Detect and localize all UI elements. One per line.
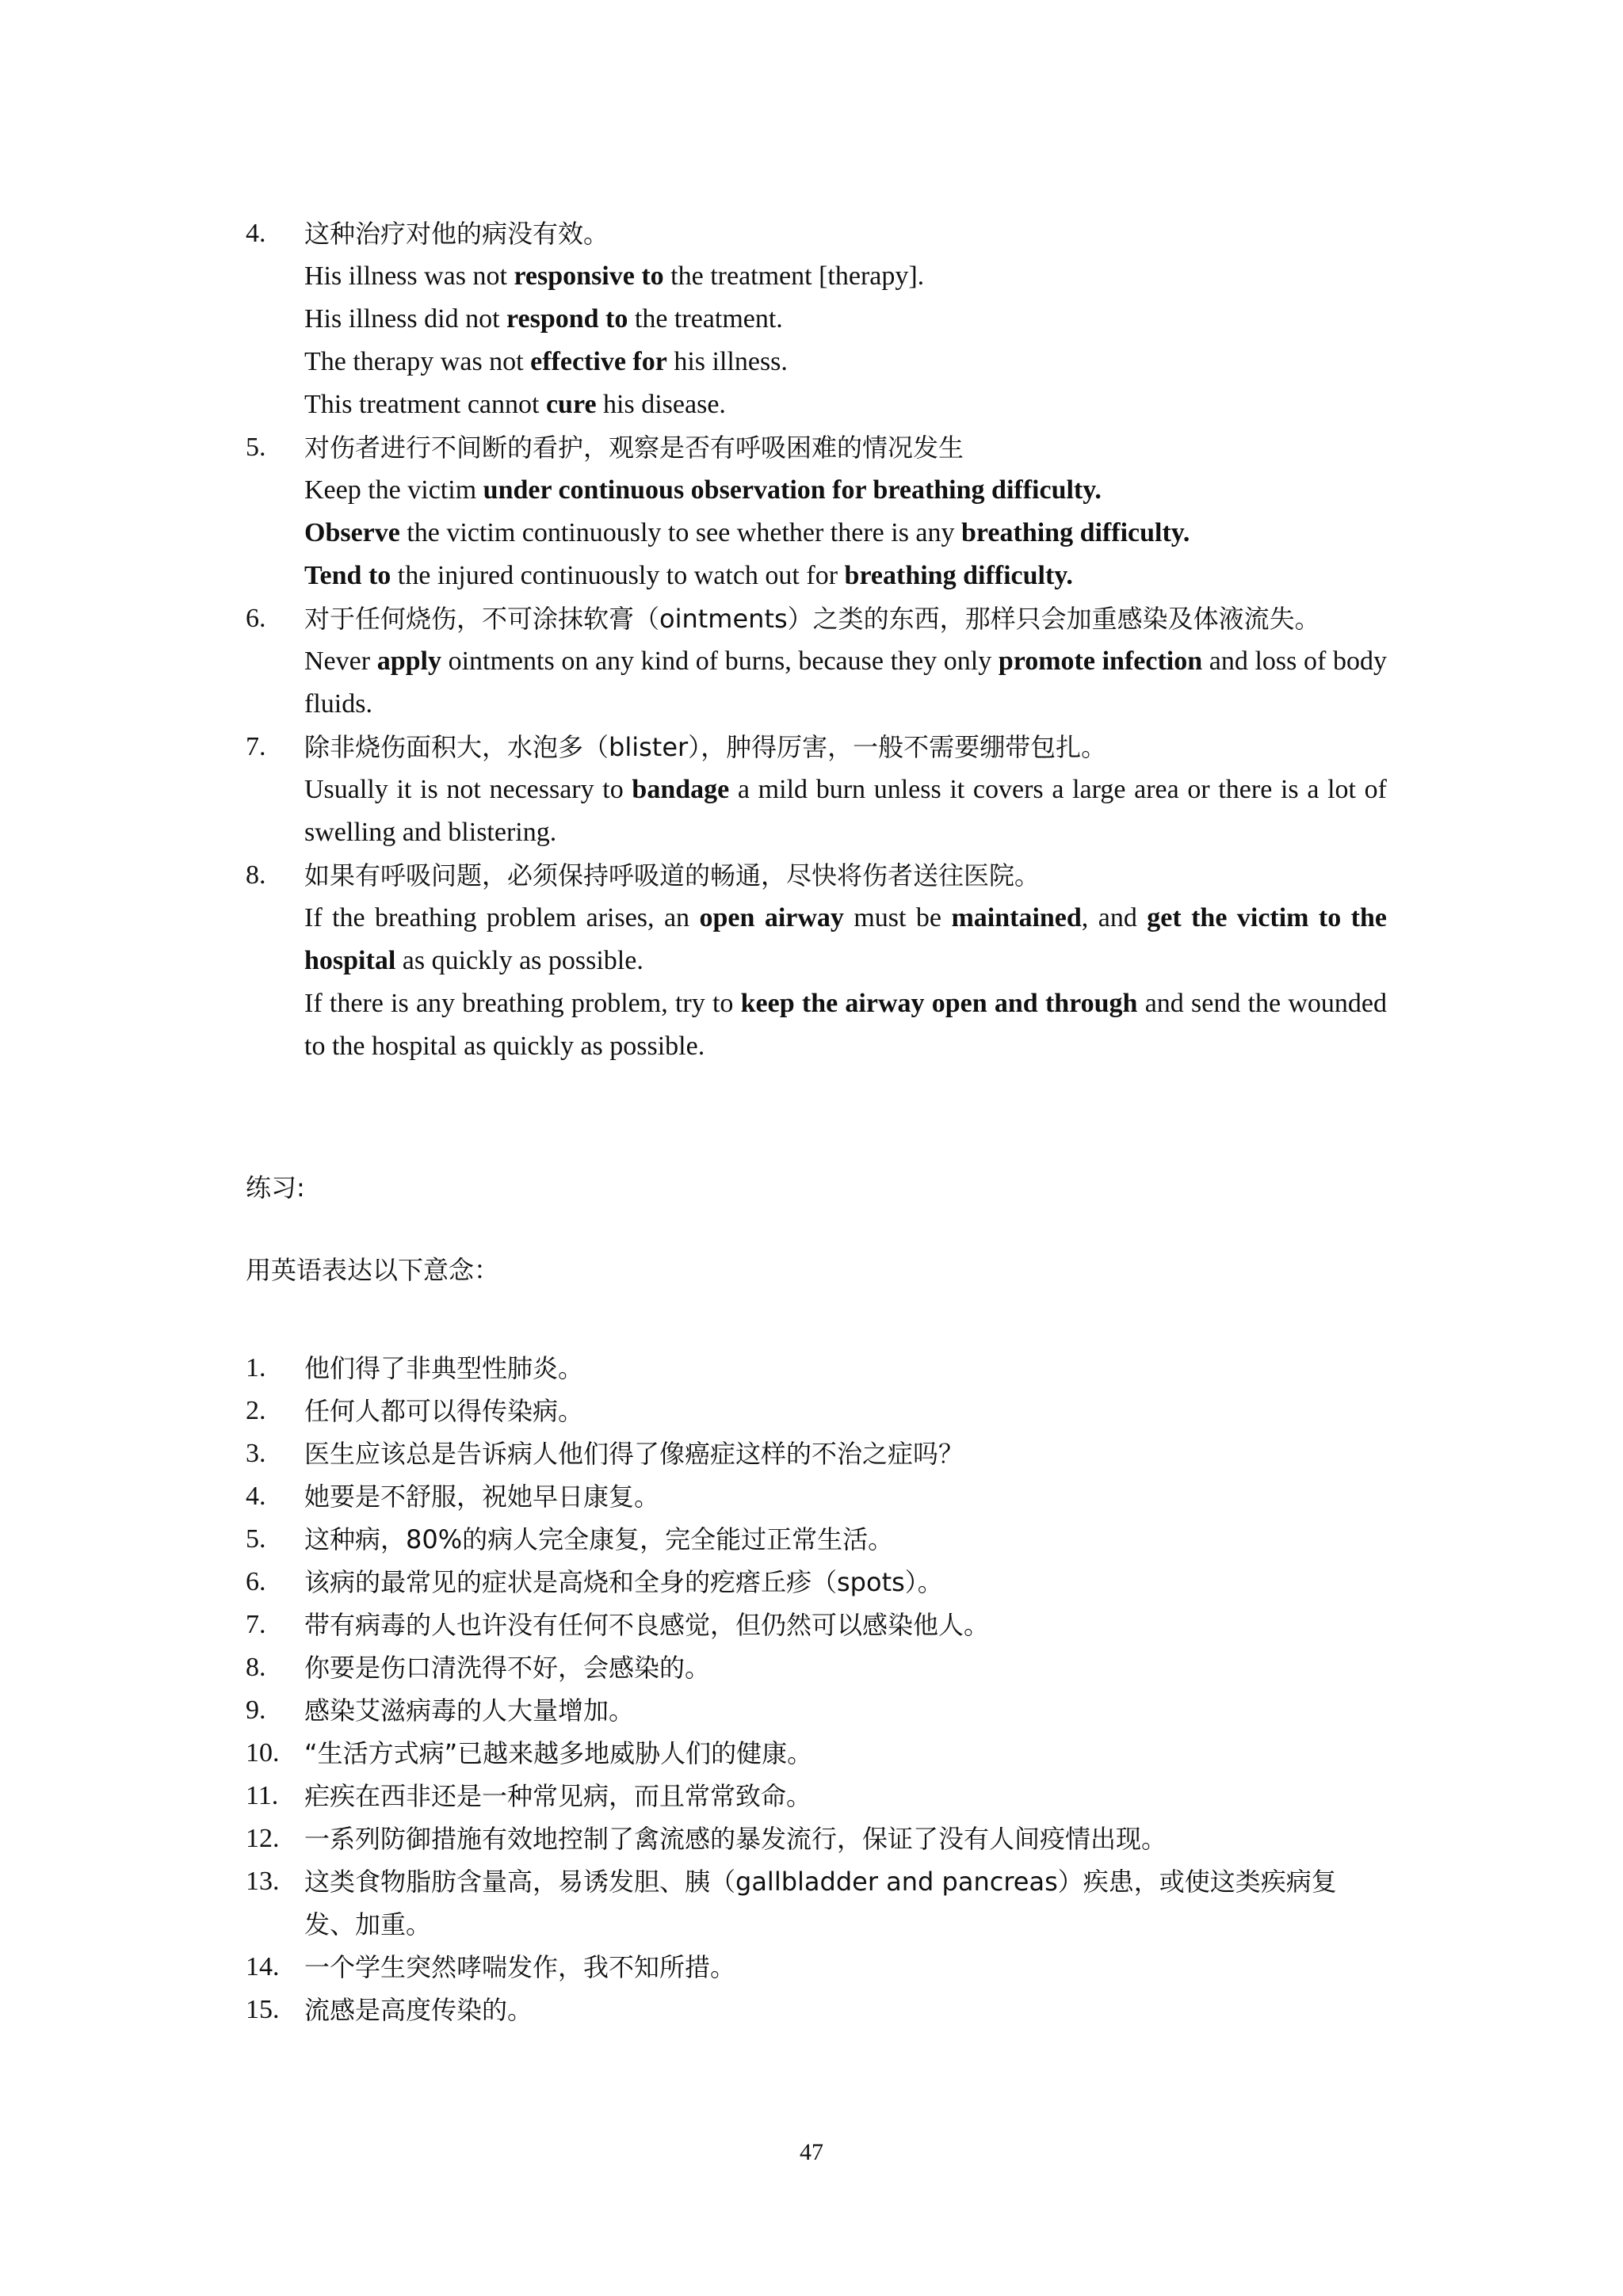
example-number: 8. (246, 860, 266, 890)
key-phrase: breathing difficulty. (961, 518, 1190, 547)
key-phrase: bandage (632, 775, 730, 804)
example-item (246, 212, 1387, 426)
key-phrase: keep the airway open and through (740, 989, 1138, 1018)
key-phrase: breathing difficulty. (844, 561, 1073, 590)
exercise-number: 7. (246, 1610, 266, 1639)
example-item (246, 854, 1387, 1068)
exercise-sentence: 带有病毒的人也许没有任何不良感觉，但仍然可以感染他人。 (304, 1610, 990, 1640)
exercise-item (246, 1775, 1387, 1817)
exercise-number: 4. (246, 1482, 266, 1511)
english-translation (304, 469, 1387, 512)
example-item (246, 597, 1387, 726)
text-segment: a mild burn unless it covers a large area or there is a lot of swelling and blistering. (304, 775, 1387, 847)
example-item (246, 726, 1387, 854)
exercise-number: 12. (246, 1824, 280, 1853)
exercise-item (246, 1518, 1387, 1561)
exercise-item (246, 1946, 1387, 1989)
text-segment: Usually it is not necessary to (304, 775, 632, 804)
chinese-sentence: 如果有呼吸问题，必须保持呼吸道的畅通，尽快将伤者送往医院。 (304, 860, 1041, 891)
exercise-number: 11. (246, 1781, 279, 1810)
exercise-item (246, 1604, 1387, 1646)
exercise-item (246, 1860, 1387, 1946)
text-segment: as quickly as possible. (395, 946, 643, 975)
text-segment: , and (1081, 903, 1148, 933)
text-segment: and send the wounded to the hospital as quickly as possible. (304, 989, 1387, 1061)
exercise-sentence: 感染艾滋病毒的人大量增加。 (304, 1695, 635, 1726)
exercise-item (246, 1989, 1387, 2031)
key-phrase: under continuous observation for breathing difficulty. (483, 475, 1102, 505)
chinese-sentence: 对伤者进行不间断的看护，观察是否有呼吸困难的情况发生 (304, 433, 964, 463)
key-phrase: apply (376, 646, 441, 676)
text-segment: ointments on any kind of burns, because they only (441, 646, 999, 676)
text-segment: The therapy was not (304, 347, 531, 376)
text-segment: If the breathing problem arises, an (304, 903, 700, 933)
key-phrase: respond to (506, 304, 628, 334)
text-segment: Keep the victim (304, 475, 483, 505)
text-segment: His illness was not (304, 261, 514, 291)
exercise-sentence: “生活方式病”已越来越多地威胁人们的健康。 (304, 1738, 813, 1768)
exercise-item (246, 1817, 1387, 1860)
exercise-number: 2. (246, 1396, 266, 1425)
example-number: 4. (246, 219, 266, 248)
exercise-sentence: 任何人都可以得传染病。 (304, 1396, 584, 1426)
text-segment: the treatment [therapy]. (663, 261, 925, 291)
page-number: 47 (800, 2139, 823, 2165)
exercise-number: 15. (246, 1995, 280, 2024)
example-number: 5. (246, 433, 266, 462)
exercise-number: 3. (246, 1439, 266, 1468)
english-translation (304, 982, 1387, 1068)
key-phrase: get the victim to the hospital (304, 903, 1388, 975)
exercise-item (246, 1732, 1387, 1775)
exercise-sentence: 这种病，80%的病人完全康复，完全能过正常生活。 (304, 1524, 894, 1554)
exercise-sentence: 这类食物脂肪含量高，易诱发胆、胰（gallbladder and pancreas）疾患，或使这类疾病复发、加重。 (304, 1867, 1337, 1939)
english-translation (304, 383, 1387, 426)
text-segment: and loss of body fluids. (304, 646, 1387, 719)
text-segment: the victim continuously to see whether there is any (399, 518, 962, 547)
exercise-sentence: 一个学生突然哮喘发作，我不知所措。 (304, 1952, 736, 1982)
text-segment: the treatment. (628, 304, 783, 334)
document-page (246, 212, 1387, 2031)
key-phrase: Tend to (304, 561, 391, 590)
key-phrase: Observe (304, 518, 400, 547)
exercise-number: 10. (246, 1738, 280, 1768)
exercise-number: 8. (246, 1653, 266, 1682)
text-segment: the injured continuously to watch out for (391, 561, 845, 590)
exercise-number: 9. (246, 1695, 266, 1725)
key-phrase: open airway (699, 903, 844, 933)
key-phrase: cure (545, 390, 597, 419)
english-translation (304, 769, 1387, 854)
text-segment: This treatment cannot (304, 390, 546, 419)
exercise-heading: 练习: (246, 1173, 305, 1203)
key-phrase: promote infection (998, 646, 1203, 676)
example-number: 7. (246, 732, 266, 761)
english-translation (304, 640, 1387, 726)
text-segment: must be (843, 903, 952, 933)
text-segment: his disease. (596, 390, 726, 419)
chinese-sentence: 对于任何烧伤，不可涂抹软膏（ointments）之类的东西，那样只会加重感染及体液流失。 (304, 604, 1320, 634)
exercise-item (246, 1689, 1387, 1732)
exercise-sentence: 你要是伤口清洗得不好，会感染的。 (304, 1653, 711, 1683)
english-translation (304, 897, 1387, 982)
english-translation (304, 341, 1387, 383)
english-translation (304, 298, 1387, 341)
english-translation (304, 512, 1387, 555)
exercise-item (246, 1475, 1387, 1518)
key-phrase: effective for (530, 347, 667, 376)
exercise-number: 5. (246, 1524, 266, 1554)
exercise-item (246, 1347, 1387, 1390)
exercise-item (246, 1561, 1387, 1604)
key-phrase: maintained (951, 903, 1082, 933)
exercise-number: 6. (246, 1567, 266, 1596)
chinese-sentence: 这种治疗对他的病没有效。 (304, 219, 609, 249)
exercise-item (246, 1432, 1387, 1475)
exercise-item (246, 1646, 1387, 1689)
text-segment: Never (304, 646, 377, 676)
key-phrase: responsive to (514, 261, 664, 291)
exercise-item (246, 1390, 1387, 1432)
exercise-sentence: 他们得了非典型性肺炎。 (304, 1353, 584, 1383)
exercise-number: 13. (246, 1867, 280, 1896)
exercise-list (246, 1347, 1387, 2031)
exercise-sentence: 流感是高度传染的。 (304, 1995, 533, 2025)
exercise-number: 14. (246, 1952, 280, 1981)
exercise-sentence: 一系列防御措施有效地控制了禽流感的暴发流行，保证了没有人间疫情出现。 (304, 1824, 1167, 1854)
example-item (246, 426, 1387, 597)
english-translation (304, 555, 1387, 597)
exercise-sentence: 该病的最常见的症状是高烧和全身的疙瘩丘疹（spots）。 (304, 1567, 943, 1597)
exercise-sentence: 医生应该总是告诉病人他们得了像癌症这样的不治之症吗？ (304, 1439, 964, 1469)
text-segment: If there is any breathing problem, try to (304, 989, 741, 1018)
exercise-sentence: 疟疾在西非还是一种常见病，而且常常致命。 (304, 1781, 812, 1811)
exercise-number: 1. (246, 1353, 266, 1383)
chinese-sentence: 除非烧伤面积大，水泡多（blister），肿得厉害，一般不需要绷带包扎。 (304, 732, 1107, 762)
english-translation (304, 255, 1387, 298)
exercise-sentence: 她要是不舒服，祝她早日康复。 (304, 1482, 660, 1512)
exercise-instruction: 用英语表达以下意念： (246, 1255, 500, 1285)
text-segment: his illness. (666, 347, 788, 376)
example-number: 6. (246, 604, 266, 633)
translation-examples (246, 212, 1387, 1068)
text-segment: His illness did not (304, 304, 507, 334)
